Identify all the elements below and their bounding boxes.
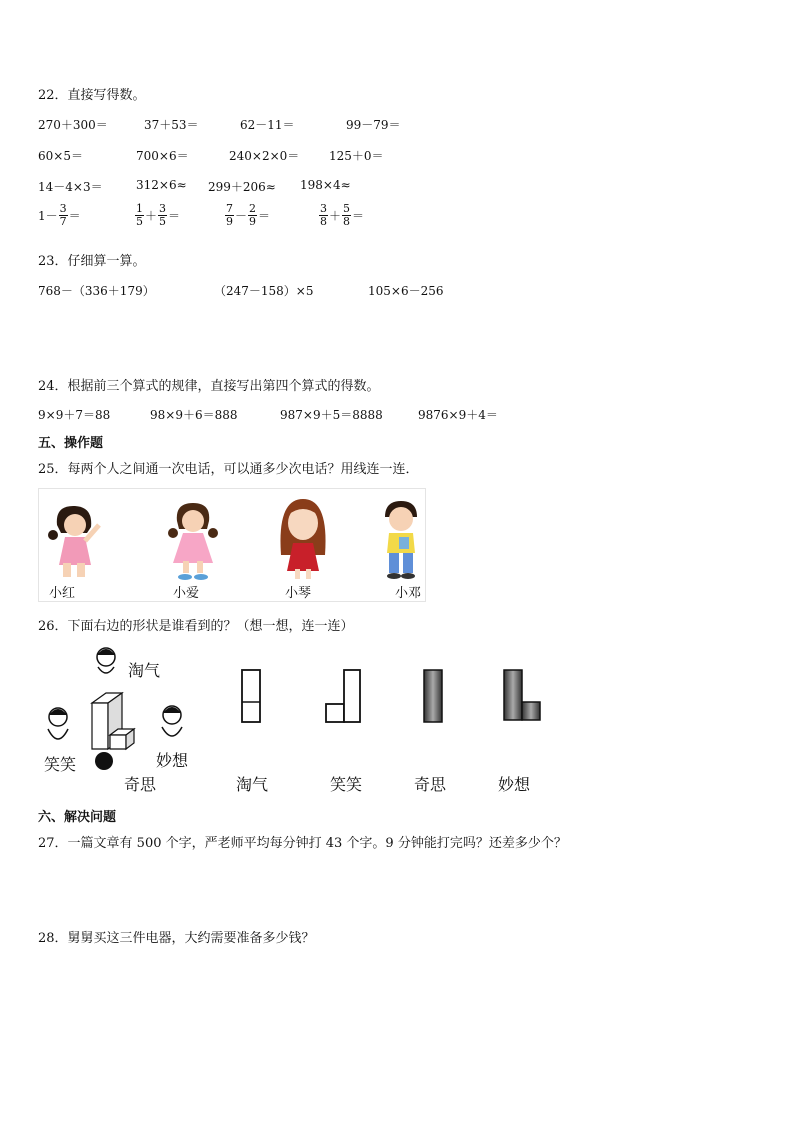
q22-expr: 62－11＝	[240, 118, 295, 132]
q22-expr: 198×4≈	[300, 178, 351, 192]
person-label: 笑笑	[44, 755, 77, 774]
person-name: 小琴	[285, 586, 312, 601]
girl-xiaoqin-icon	[273, 495, 333, 581]
q26-title: 26．下面右边的形状是谁看到的？（想一想，连一连）	[38, 619, 354, 634]
q24-expr: 9×9＋7＝88	[38, 408, 111, 422]
view-label: 奇思	[414, 775, 447, 794]
q22-fraction-expr: 3 8 ＋ 5 8 ＝	[320, 202, 365, 228]
q27-title: 27．一篇文章有 500 个字，严老师平均每分钟打 43 个字。9 分钟能打完吗？还差多少个？	[38, 836, 567, 851]
person-label: 淘气	[128, 661, 161, 680]
view-shape-3	[422, 668, 444, 724]
q22-expr: 240×2×0＝	[229, 149, 300, 163]
person-label: 奇思	[124, 775, 157, 794]
q23-title: 23．仔细算一算。	[38, 254, 146, 269]
q28-title: 28．舅舅买这三件电器，大约需要准备多少钱？	[38, 931, 315, 946]
view-shape-2	[324, 668, 362, 724]
q25-title: 25．每两个人之间通一次电话，可以通多少次电话？用线连一连．	[38, 462, 419, 477]
q23-expr: （247－158）×5	[214, 284, 314, 298]
q22-expr: 299＋206≈	[208, 180, 276, 194]
girl-xiaoai-icon	[163, 499, 223, 581]
section-heading: 六、解决问题	[38, 810, 117, 825]
q24-expr: 98×9＋6＝888	[150, 408, 238, 422]
q24-expr: 987×9＋5＝8888	[280, 408, 383, 422]
boy-xiaodeng-icon	[377, 499, 423, 581]
view-shape-4	[502, 668, 542, 724]
person-name: 小爱	[173, 586, 200, 601]
q22-expr: 37＋53＝	[144, 118, 199, 132]
q22-expr: 60×5＝	[38, 149, 83, 163]
q22-expr: 270＋300＝	[38, 118, 108, 132]
person-name: 小红	[49, 586, 76, 601]
q22-title: 22．直接写得数。	[38, 88, 146, 103]
person-label: 妙想	[156, 751, 189, 770]
view-shape-1	[240, 668, 262, 724]
q23-expr: 105×6－256	[368, 284, 444, 298]
q22-fraction-expr: 1 5 ＋ 3 5 ＝	[136, 202, 181, 228]
q22-expr: 99－79＝	[346, 118, 401, 132]
q24-title: 24．根据前三个算式的规律，直接写出第四个算式的得数。	[38, 379, 380, 394]
girl-xiaohong-icon	[45, 503, 109, 579]
q22-fraction-expr: 1 － 3 7 ＝	[38, 202, 81, 228]
person-name: 小邓	[395, 586, 422, 601]
view-label: 笑笑	[330, 775, 363, 794]
q22-expr: 312×6≈	[136, 178, 187, 192]
section-heading: 五、操作题	[38, 436, 104, 451]
q22-expr: 14－4×3＝	[38, 180, 103, 194]
q22-expr: 125＋0＝	[329, 149, 384, 163]
q23-expr: 768－（336＋179）	[38, 284, 155, 298]
q22-fraction-expr: 7 9 － 2 9 ＝	[226, 202, 271, 228]
q22-expr: 700×6＝	[136, 149, 189, 163]
view-label: 淘气	[236, 775, 269, 794]
q25-figure	[38, 488, 426, 602]
view-label: 妙想	[498, 775, 531, 794]
q24-expr: 9876×9＋4＝	[418, 408, 498, 422]
